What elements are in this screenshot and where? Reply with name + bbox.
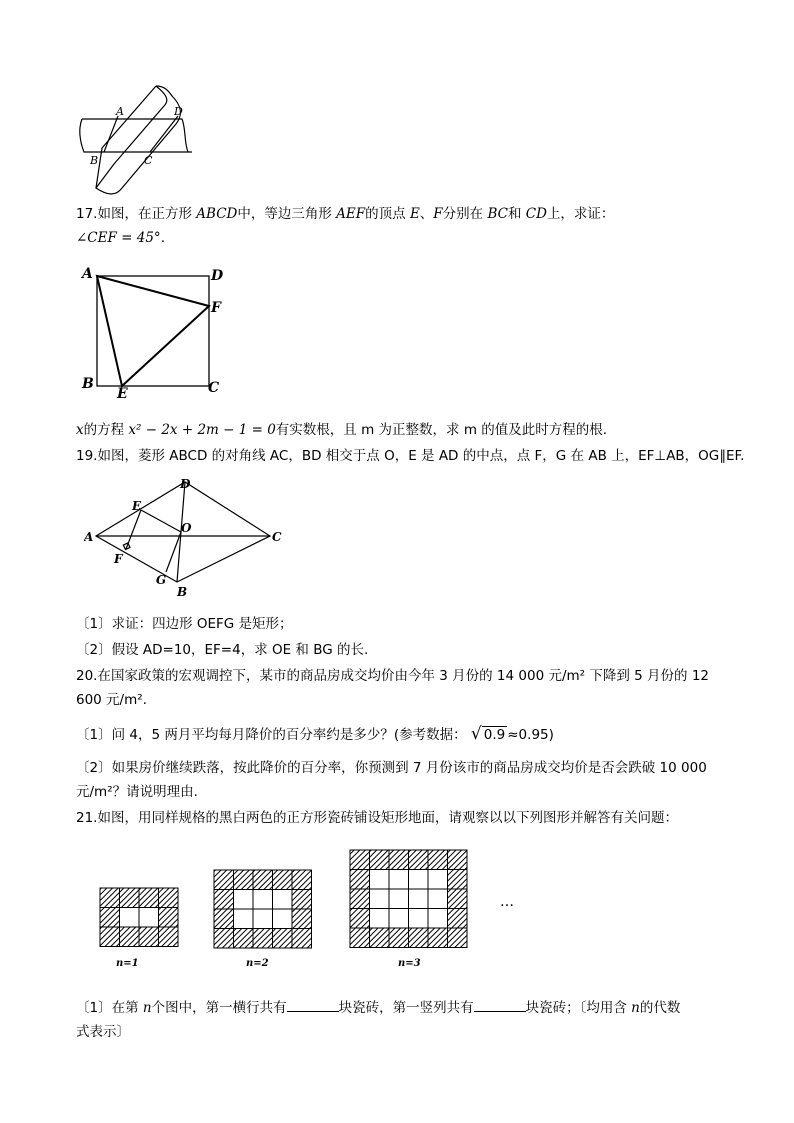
black-tile xyxy=(273,929,293,949)
answer-blank-column[interactable] xyxy=(474,998,526,1012)
q17-mid1: 中，等边三角形 xyxy=(237,206,332,222)
fig21-label-n2: n=2 xyxy=(246,958,269,969)
q21-p1-b: 个图中，第一横行共有 xyxy=(151,1000,287,1016)
q17-triangle: AEF xyxy=(336,206,366,222)
black-tile xyxy=(214,870,234,890)
white-tile xyxy=(409,909,429,929)
q21-n-2: n xyxy=(631,1000,640,1016)
black-tile xyxy=(428,928,448,948)
sqrt-symbol: √ xyxy=(470,724,482,744)
question-17 xyxy=(76,204,614,224)
black-tile xyxy=(292,890,312,910)
white-tile xyxy=(273,909,293,929)
q17-sep: 、 xyxy=(419,206,434,222)
white-tile xyxy=(139,908,159,928)
black-tile xyxy=(448,889,468,909)
black-tile xyxy=(214,890,234,910)
q17-square: ABCD xyxy=(196,206,238,222)
black-tile xyxy=(370,850,390,870)
q17-end: 上，求证： xyxy=(546,206,615,222)
fig19-label-f: F xyxy=(114,552,123,566)
white-tile xyxy=(234,890,254,910)
question-19-part1: 〔1〕求证：四边形 OEFG 是矩形； xyxy=(76,616,293,632)
white-tile xyxy=(428,870,448,890)
black-tile xyxy=(409,850,429,870)
question-20-part1 xyxy=(76,724,554,745)
q21-n-1: n xyxy=(142,1000,152,1016)
black-tile xyxy=(292,929,312,949)
white-tile xyxy=(370,870,390,890)
q17-e: E xyxy=(409,206,420,222)
black-tile xyxy=(448,928,468,948)
black-tile xyxy=(234,929,254,949)
fig16-label-b: B xyxy=(90,154,99,167)
figure-19-rhombus xyxy=(84,474,294,602)
white-tile xyxy=(120,908,140,928)
question-19-part2: 〔2〕假设 AD=10，EF=4，求 OE 和 BG 的长. xyxy=(76,642,369,658)
white-tile xyxy=(253,909,273,929)
black-tile xyxy=(350,928,370,948)
q17-angle: ∠CEF = 45° xyxy=(76,230,161,246)
black-tile xyxy=(389,850,409,870)
white-tile xyxy=(389,870,409,890)
figure-17-square xyxy=(78,264,228,400)
black-tile xyxy=(214,909,234,929)
question-21-part1-line2: 式表示〕 xyxy=(76,1024,130,1040)
black-tile xyxy=(350,850,370,870)
black-tile xyxy=(100,888,120,908)
fig19-label-a: A xyxy=(84,530,94,544)
fig21-label-n1: n=1 xyxy=(116,958,139,969)
fig19-label-o: O xyxy=(181,521,192,535)
q17-f: F xyxy=(433,206,443,222)
question-20-line2: 600 元/m². xyxy=(76,692,147,708)
q17-mid2: 的顶点 xyxy=(365,206,406,222)
white-tile xyxy=(370,909,390,929)
q21-p1-a: 〔1〕在第 xyxy=(76,1000,139,1016)
black-tile xyxy=(370,928,390,948)
fig19-label-g: G xyxy=(156,573,167,587)
black-tile xyxy=(234,870,254,890)
q17-period: . xyxy=(160,230,165,246)
black-tile xyxy=(409,928,429,948)
black-tile xyxy=(350,870,370,890)
question-21-part1 xyxy=(76,998,680,1018)
white-tile xyxy=(428,889,448,909)
black-tile xyxy=(159,888,179,908)
q18-text1: 的方程 xyxy=(83,422,125,438)
fig16-label-a: A xyxy=(116,105,124,118)
question-20-part2-line2: 元/m²？请说明理由. xyxy=(76,784,198,800)
fig17-label-a: A xyxy=(82,266,93,282)
white-tile xyxy=(253,890,273,910)
q21-p1-d: 块瓷砖；〔均用含 xyxy=(525,1000,627,1016)
q21-p1-c: 块瓷砖，第一竖列共有 xyxy=(338,1000,474,1016)
q17-cd: CD xyxy=(525,206,547,222)
q18-text2: 有实数根，且 m 为正整数，求 m 的值及此时方程的根. xyxy=(275,422,608,438)
white-tile xyxy=(389,889,409,909)
fig19-label-b: B xyxy=(177,585,188,599)
black-tile xyxy=(350,909,370,929)
fig19-label-d: D xyxy=(180,477,191,491)
q17-bc: BC xyxy=(487,206,508,222)
question-20-line1: 20.在国家政策的宏观调控下，某市的商品房成交均价由今年 3 月份的 14 000 元/m² 下降到 5 月份的 12 xyxy=(76,668,710,684)
white-tile xyxy=(273,890,293,910)
fig17-label-b: B xyxy=(82,376,94,392)
white-tile xyxy=(409,870,429,890)
fig19-label-c: C xyxy=(272,530,282,544)
q18-equation: x² − 2x + 2m − 1 = 0 xyxy=(128,422,276,438)
white-tile xyxy=(389,909,409,929)
black-tile xyxy=(448,850,468,870)
fig21-ellipsis: … xyxy=(500,894,514,910)
figure-16-parallelogram xyxy=(76,84,196,196)
black-tile xyxy=(120,888,140,908)
q20-p1-post: ≈0.95) xyxy=(507,727,554,743)
black-tile xyxy=(292,870,312,890)
fig21-label-n3: n=3 xyxy=(398,958,421,969)
black-tile xyxy=(428,850,448,870)
q18-x: x xyxy=(76,422,84,438)
black-tile xyxy=(273,870,293,890)
q20-p1-pre: 〔1〕问 4，5 两月平均每月降价的百分率约是多少？(参考数据： xyxy=(76,727,467,743)
q17-prefix: 17.如图，在正方形 xyxy=(76,206,192,222)
black-tile xyxy=(350,889,370,909)
white-tile xyxy=(370,889,390,909)
black-tile xyxy=(159,927,179,947)
black-tile xyxy=(100,908,120,928)
white-tile xyxy=(428,909,448,929)
fig17-label-f: F xyxy=(211,300,221,316)
fig17-label-d: D xyxy=(211,268,224,284)
black-tile xyxy=(389,928,409,948)
fig17-label-e: E xyxy=(117,386,128,400)
answer-blank-row[interactable] xyxy=(287,998,339,1012)
black-tile xyxy=(448,909,468,929)
q20-root-value: 0.9 xyxy=(483,727,506,743)
black-tile xyxy=(159,908,179,928)
fig17-label-c: C xyxy=(208,380,220,396)
black-tile xyxy=(214,929,234,949)
white-tile xyxy=(234,909,254,929)
fig16-label-d: D xyxy=(174,105,183,118)
question-19: 19.如图，菱形 ABCD 的对角线 AC，BD 相交于点 O，E 是 AD 的中点，点 F，G 在 AB 上，EF⊥AB，OG∥EF. xyxy=(76,448,745,464)
black-tile xyxy=(139,927,159,947)
figure-21-tile-patterns xyxy=(90,842,530,972)
q17-and: 和 xyxy=(507,206,522,222)
question-18 xyxy=(76,420,607,440)
black-tile xyxy=(253,929,273,949)
black-tile xyxy=(139,888,159,908)
question-20-part2-line1: 〔2〕如果房价继续跌落，按此降价的百分率，你预测到 7 月份该市的商品房成交均价是否会跌破 10 000 xyxy=(76,760,707,776)
question-21: 21.如图，用同样规格的黑白两色的正方形瓷砖铺设矩形地面，请观察以以下列图形并解答有关问题： xyxy=(76,810,678,826)
fig19-label-e: E xyxy=(132,499,142,513)
q17-mid3: 分别在 xyxy=(442,206,484,222)
white-tile xyxy=(409,889,429,909)
q21-p1-e: 的代数 xyxy=(639,1000,681,1016)
black-tile xyxy=(292,909,312,929)
black-tile xyxy=(448,870,468,890)
fig16-label-c: C xyxy=(144,154,153,167)
question-17-line2 xyxy=(76,228,165,248)
black-tile xyxy=(100,927,120,947)
black-tile xyxy=(120,927,140,947)
black-tile xyxy=(253,870,273,890)
